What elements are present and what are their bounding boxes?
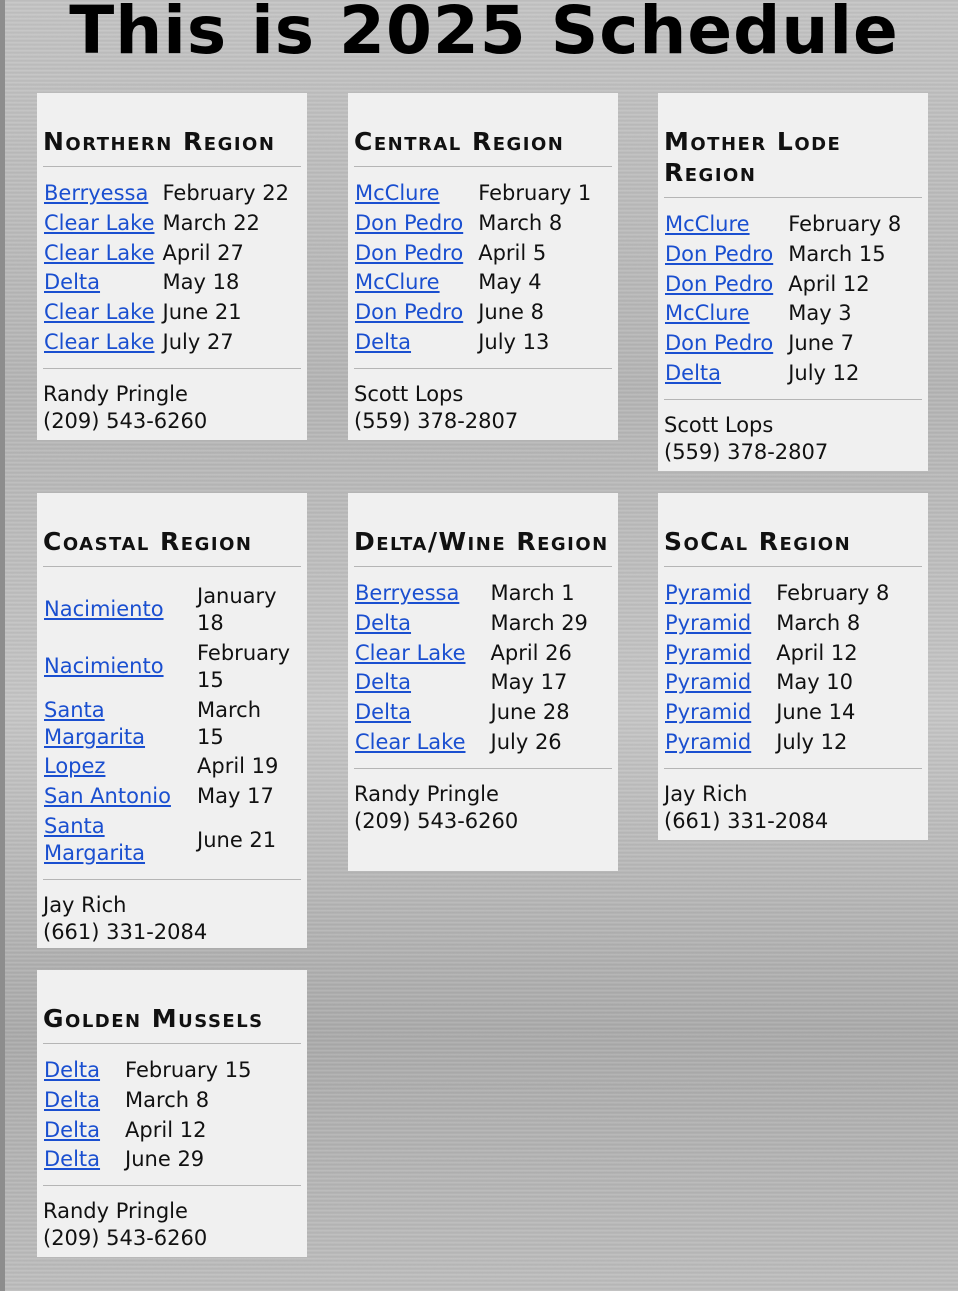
contact-name: Scott Lops [664, 412, 774, 437]
event-date: June 8 [478, 300, 544, 325]
location-link[interactable]: McClure [355, 181, 440, 205]
region-title: Golden Mussels [43, 970, 301, 1044]
table-row [664, 728, 896, 758]
region-contact [43, 879, 301, 950]
region-contact [664, 399, 922, 470]
location-link[interactable]: Delta [355, 670, 412, 695]
table-row [43, 179, 296, 209]
location-link[interactable]: Clear Lake [44, 240, 155, 265]
table-row [43, 638, 297, 695]
table-row [354, 668, 595, 698]
location-link[interactable]: Berryessa [44, 181, 149, 205]
event-date: February 1 [478, 181, 592, 205]
region-card-delta-wine [348, 493, 618, 871]
contact-phone: (661) 331-2084 [43, 919, 208, 944]
schedule-table [43, 179, 296, 358]
schedule-table [354, 579, 595, 758]
event-date: April 27 [162, 240, 244, 265]
location-link[interactable]: Delta [44, 1058, 101, 1082]
location-link[interactable]: Nacimiento [44, 654, 164, 678]
table-row [43, 209, 296, 239]
schedule-table [43, 1056, 258, 1175]
event-date: March 22 [162, 210, 260, 235]
event-date: June 7 [788, 331, 854, 356]
region-card-central [348, 93, 618, 440]
contact-phone: (661) 331-2084 [664, 808, 829, 833]
location-link[interactable]: Pyramid [665, 700, 752, 725]
region-card-socal [658, 493, 928, 840]
table-row [43, 328, 296, 358]
event-date: April 12 [776, 640, 858, 665]
table-row [43, 695, 297, 752]
location-link[interactable]: Don Pedro [355, 210, 464, 235]
table-row [354, 239, 598, 269]
location-link[interactable]: Delta [355, 610, 412, 635]
event-date: March 8 [776, 610, 861, 635]
region-title: Delta/Wine Region [354, 493, 612, 567]
table-row [354, 728, 595, 758]
table-row [43, 1145, 258, 1175]
location-link[interactable]: Pyramid [665, 581, 752, 605]
table-row [43, 782, 297, 812]
location-link[interactable]: Don Pedro [665, 331, 774, 356]
event-date: May 4 [478, 270, 542, 295]
table-row [354, 698, 595, 728]
table-row [664, 609, 896, 639]
contact-phone: (559) 378-2807 [354, 408, 519, 433]
region-title: Northern Region [43, 93, 301, 167]
location-link[interactable]: Delta [44, 1147, 101, 1172]
table-row [43, 1056, 258, 1086]
location-link[interactable]: Delta [665, 360, 722, 385]
location-link[interactable]: Nacimiento [44, 597, 164, 621]
event-date: February 22 [162, 181, 289, 205]
contact-name: Randy Pringle [354, 781, 499, 806]
contact-phone: (209) 543-6260 [43, 1226, 208, 1251]
region-card-coastal [37, 493, 307, 948]
region-contact [43, 1185, 301, 1256]
event-date: July 12 [788, 360, 860, 385]
location-link[interactable]: Pyramid [665, 610, 752, 635]
table-row [354, 179, 598, 209]
event-date: March 15 [197, 697, 262, 749]
table-row [664, 299, 908, 329]
location-link[interactable]: Don Pedro [665, 271, 774, 296]
event-date: March 8 [478, 210, 563, 235]
table-row [354, 268, 598, 298]
event-date: June 14 [776, 700, 856, 725]
location-link[interactable]: Delta [44, 1117, 101, 1142]
table-row [43, 581, 297, 638]
event-date: March 15 [788, 241, 886, 266]
contact-phone: (209) 543-6260 [43, 408, 208, 433]
event-date: May 3 [788, 301, 852, 326]
event-date: April 19 [197, 754, 279, 778]
location-link[interactable]: Delta [355, 700, 412, 725]
table-row [664, 210, 908, 240]
region-card-mother-lode [658, 93, 928, 471]
event-date: April 5 [478, 240, 547, 265]
region-card-golden-mussels [37, 970, 307, 1257]
location-link[interactable]: Clear Lake [44, 329, 155, 354]
location-link[interactable]: Delta [44, 270, 101, 295]
table-row [43, 1086, 258, 1116]
event-date: July 12 [776, 729, 848, 754]
table-row [664, 329, 908, 359]
region-contact [354, 768, 612, 839]
schedule-table [664, 579, 896, 758]
event-date: June 21 [197, 827, 277, 852]
table-row [43, 268, 296, 298]
location-link[interactable]: Pyramid [665, 729, 752, 754]
event-date: March 29 [490, 610, 588, 635]
event-date: June 21 [162, 300, 242, 325]
schedule-table [43, 581, 297, 869]
location-link[interactable]: Delta [355, 329, 412, 354]
event-date: January 18 [197, 583, 277, 635]
event-date: May 17 [197, 783, 274, 808]
location-link[interactable]: Santa Margarita [44, 814, 146, 866]
table-row [664, 270, 908, 300]
table-row [354, 609, 595, 639]
event-date: February 8 [788, 212, 902, 236]
event-date: March 8 [125, 1087, 210, 1112]
event-date: May 17 [490, 670, 568, 695]
region-title: Mother Lode Region [664, 93, 922, 198]
contact-name: Randy Pringle [43, 381, 188, 406]
event-date: February 8 [776, 581, 890, 605]
region-contact [43, 368, 301, 439]
event-date: February 15 [197, 640, 291, 692]
table-row [354, 639, 595, 669]
location-link[interactable]: McClure [665, 212, 750, 236]
region-contact [664, 768, 922, 839]
table-row [354, 298, 598, 328]
region-title: Central Region [354, 93, 612, 167]
event-date: July 13 [478, 329, 550, 354]
location-link[interactable]: Clear Lake [355, 640, 466, 665]
schedule-table [354, 179, 598, 358]
table-row [354, 579, 595, 609]
table-row [664, 698, 896, 728]
event-date: July 26 [490, 729, 562, 754]
table-row [354, 209, 598, 239]
table-row [664, 668, 896, 698]
page-title: This is 2025 Schedule [69, 0, 899, 69]
event-date: April 12 [125, 1117, 207, 1142]
table-row [43, 812, 297, 869]
location-link[interactable]: Berryessa [355, 581, 460, 605]
table-row [664, 359, 908, 389]
event-date: June 29 [125, 1147, 205, 1172]
location-link[interactable]: Santa Margarita [44, 697, 146, 749]
region-card-northern [37, 93, 307, 440]
event-date: March 1 [490, 581, 575, 605]
location-link[interactable]: Delta [44, 1087, 101, 1112]
location-link[interactable]: McClure [665, 301, 750, 326]
location-link[interactable]: Lopez [44, 754, 106, 778]
event-date: April 12 [788, 271, 870, 296]
location-link[interactable]: Don Pedro [665, 241, 774, 266]
contact-phone: (559) 378-2807 [664, 439, 829, 464]
table-row [664, 240, 908, 270]
location-link[interactable]: Pyramid [665, 670, 752, 695]
contact-name: Jay Rich [43, 892, 127, 917]
contact-name: Randy Pringle [43, 1199, 188, 1224]
page-left-edge [0, 0, 5, 1291]
event-date: February 15 [125, 1058, 252, 1082]
location-link[interactable]: McClure [355, 270, 440, 295]
event-date: April 26 [490, 640, 572, 665]
location-link[interactable]: Clear Lake [44, 210, 155, 235]
table-row [354, 328, 598, 358]
region-title: Coastal Region [43, 493, 301, 567]
region-contact [354, 368, 612, 439]
table-row [664, 579, 896, 609]
location-link[interactable]: Clear Lake [44, 300, 155, 325]
region-title: SoCal Region [664, 493, 922, 567]
table-row [43, 1116, 258, 1146]
event-date: May 10 [776, 670, 854, 695]
contact-name: Scott Lops [354, 381, 464, 406]
contact-phone: (209) 543-6260 [354, 808, 519, 833]
event-date: May 18 [162, 270, 240, 295]
location-link[interactable]: San Antonio [44, 783, 171, 808]
location-link[interactable]: Don Pedro [355, 240, 464, 265]
location-link[interactable]: Don Pedro [355, 300, 464, 325]
table-row [43, 239, 296, 269]
event-date: June 28 [490, 700, 570, 725]
contact-name: Jay Rich [664, 781, 748, 806]
location-link[interactable]: Clear Lake [355, 729, 466, 754]
table-row [664, 639, 896, 669]
event-date: July 27 [162, 329, 234, 354]
location-link[interactable]: Pyramid [665, 640, 752, 665]
table-row [43, 298, 296, 328]
schedule-table [664, 210, 908, 389]
table-row [43, 752, 297, 782]
